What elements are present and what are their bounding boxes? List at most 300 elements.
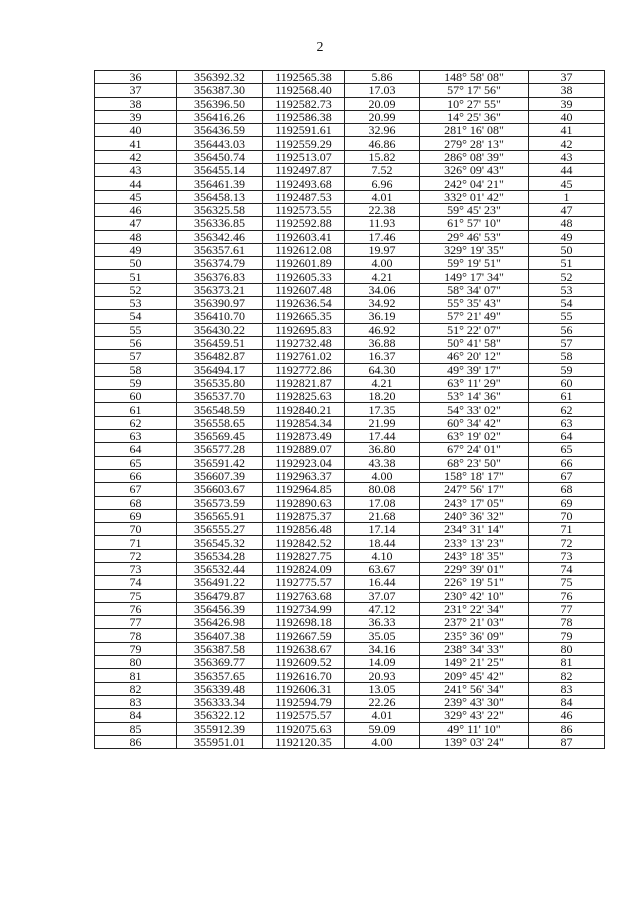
y-coordinate-cell: 1192487.53 <box>263 190 345 203</box>
y-coordinate-cell: 1192775.57 <box>263 576 345 589</box>
direction-angle-cell: 231° 22' 34" <box>420 602 529 615</box>
distance-cell: 6.96 <box>345 177 420 190</box>
distance-cell: 46.86 <box>345 137 420 150</box>
next-point-number-cell: 50 <box>529 243 605 256</box>
point-number-cell: 67 <box>95 483 177 496</box>
y-coordinate-cell: 1192513.07 <box>263 150 345 163</box>
y-coordinate-cell: 1192636.54 <box>263 297 345 310</box>
y-coordinate-cell: 1192840.21 <box>263 403 345 416</box>
point-number-cell: 53 <box>95 297 177 310</box>
x-coordinate-cell: 356482.87 <box>177 350 263 363</box>
direction-angle-cell: 55° 35' 43" <box>420 297 529 310</box>
direction-angle-cell: 50° 41' 58" <box>420 336 529 349</box>
y-coordinate-cell: 1192665.35 <box>263 310 345 323</box>
next-point-number-cell: 68 <box>529 483 605 496</box>
distance-cell: 43.38 <box>345 456 420 469</box>
point-number-cell: 59 <box>95 376 177 389</box>
x-coordinate-cell: 356407.38 <box>177 629 263 642</box>
distance-cell: 64.30 <box>345 363 420 376</box>
distance-cell: 18.20 <box>345 390 420 403</box>
point-number-cell: 64 <box>95 443 177 456</box>
next-point-number-cell: 58 <box>529 350 605 363</box>
distance-cell: 34.06 <box>345 283 420 296</box>
table-row <box>95 97 605 110</box>
next-point-number-cell: 60 <box>529 376 605 389</box>
table-body <box>95 71 605 749</box>
direction-angle-cell: 326° 09' 43" <box>420 164 529 177</box>
table-row <box>95 709 605 722</box>
direction-angle-cell: 148° 58' 08" <box>420 71 529 84</box>
distance-cell: 17.14 <box>345 523 420 536</box>
y-coordinate-cell: 1192559.29 <box>263 137 345 150</box>
table-row <box>95 509 605 522</box>
distance-cell: 4.00 <box>345 735 420 748</box>
direction-angle-cell: 63° 19' 02" <box>420 430 529 443</box>
next-point-number-cell: 52 <box>529 270 605 283</box>
distance-cell: 4.00 <box>345 257 420 270</box>
distance-cell: 17.35 <box>345 403 420 416</box>
point-number-cell: 56 <box>95 336 177 349</box>
table-row <box>95 629 605 642</box>
direction-angle-cell: 243° 17' 05" <box>420 496 529 509</box>
x-coordinate-cell: 356548.59 <box>177 403 263 416</box>
table-row <box>95 602 605 615</box>
x-coordinate-cell: 356537.70 <box>177 390 263 403</box>
distance-cell: 21.99 <box>345 416 420 429</box>
point-number-cell: 81 <box>95 669 177 682</box>
direction-angle-cell: 67° 24' 01" <box>420 443 529 456</box>
point-number-cell: 63 <box>95 430 177 443</box>
point-number-cell: 71 <box>95 536 177 549</box>
direction-angle-cell: 59° 45' 23" <box>420 203 529 216</box>
next-point-number-cell: 84 <box>529 695 605 708</box>
point-number-cell: 76 <box>95 602 177 615</box>
direction-angle-cell: 158° 18' 17" <box>420 469 529 482</box>
point-number-cell: 45 <box>95 190 177 203</box>
next-point-number-cell: 45 <box>529 177 605 190</box>
next-point-number-cell: 55 <box>529 310 605 323</box>
y-coordinate-cell: 1192732.48 <box>263 336 345 349</box>
table-row <box>95 722 605 735</box>
next-point-number-cell: 46 <box>529 709 605 722</box>
x-coordinate-cell: 356430.22 <box>177 323 263 336</box>
distance-cell: 5.86 <box>345 71 420 84</box>
table-row <box>95 336 605 349</box>
direction-angle-cell: 242° 04' 21" <box>420 177 529 190</box>
direction-angle-cell: 239° 43' 30" <box>420 695 529 708</box>
table-row <box>95 283 605 296</box>
table-row <box>95 190 605 203</box>
y-coordinate-cell: 1192923.04 <box>263 456 345 469</box>
x-coordinate-cell: 356458.13 <box>177 190 263 203</box>
table-row <box>95 642 605 655</box>
direction-angle-cell: 238° 34' 33" <box>420 642 529 655</box>
distance-cell: 13.05 <box>345 682 420 695</box>
table-row <box>95 297 605 310</box>
distance-cell: 19.97 <box>345 243 420 256</box>
table-row <box>95 390 605 403</box>
distance-cell: 36.88 <box>345 336 420 349</box>
next-point-number-cell: 86 <box>529 722 605 735</box>
point-number-cell: 82 <box>95 682 177 695</box>
point-number-cell: 84 <box>95 709 177 722</box>
next-point-number-cell: 79 <box>529 629 605 642</box>
table-row <box>95 430 605 443</box>
point-number-cell: 65 <box>95 456 177 469</box>
table-row <box>95 456 605 469</box>
direction-angle-cell: 226° 19' 51" <box>420 576 529 589</box>
x-coordinate-cell: 356479.87 <box>177 589 263 602</box>
direction-angle-cell: 279° 28' 13" <box>420 137 529 150</box>
x-coordinate-cell: 356461.39 <box>177 177 263 190</box>
y-coordinate-cell: 1192586.38 <box>263 110 345 123</box>
y-coordinate-cell: 1192875.37 <box>263 509 345 522</box>
x-coordinate-cell: 356376.83 <box>177 270 263 283</box>
point-number-cell: 43 <box>95 164 177 177</box>
table-row <box>95 403 605 416</box>
x-coordinate-cell: 356336.85 <box>177 217 263 230</box>
y-coordinate-cell: 1192873.49 <box>263 430 345 443</box>
next-point-number-cell: 54 <box>529 297 605 310</box>
point-number-cell: 55 <box>95 323 177 336</box>
distance-cell: 36.80 <box>345 443 420 456</box>
distance-cell: 59.09 <box>345 722 420 735</box>
x-coordinate-cell: 356569.45 <box>177 430 263 443</box>
next-point-number-cell: 70 <box>529 509 605 522</box>
x-coordinate-cell: 356410.70 <box>177 310 263 323</box>
x-coordinate-cell: 356390.97 <box>177 297 263 310</box>
next-point-number-cell: 40 <box>529 110 605 123</box>
table-row <box>95 270 605 283</box>
distance-cell: 46.92 <box>345 323 420 336</box>
x-coordinate-cell: 356573.59 <box>177 496 263 509</box>
point-number-cell: 79 <box>95 642 177 655</box>
distance-cell: 4.00 <box>345 469 420 482</box>
point-number-cell: 83 <box>95 695 177 708</box>
distance-cell: 34.92 <box>345 297 420 310</box>
y-coordinate-cell: 1192761.02 <box>263 350 345 363</box>
point-number-cell: 61 <box>95 403 177 416</box>
distance-cell: 32.96 <box>345 124 420 137</box>
x-coordinate-cell: 356591.42 <box>177 456 263 469</box>
distance-cell: 47.12 <box>345 602 420 615</box>
table-row <box>95 164 605 177</box>
x-coordinate-cell: 356333.34 <box>177 695 263 708</box>
x-coordinate-cell: 356387.58 <box>177 642 263 655</box>
x-coordinate-cell: 356387.30 <box>177 84 263 97</box>
next-point-number-cell: 72 <box>529 536 605 549</box>
y-coordinate-cell: 1192616.70 <box>263 669 345 682</box>
point-number-cell: 51 <box>95 270 177 283</box>
table-row <box>95 137 605 150</box>
x-coordinate-cell: 356396.50 <box>177 97 263 110</box>
table-row <box>95 682 605 695</box>
next-point-number-cell: 43 <box>529 150 605 163</box>
distance-cell: 17.44 <box>345 430 420 443</box>
y-coordinate-cell: 1192591.61 <box>263 124 345 137</box>
x-coordinate-cell: 356455.14 <box>177 164 263 177</box>
next-point-number-cell: 64 <box>529 430 605 443</box>
x-coordinate-cell: 356494.17 <box>177 363 263 376</box>
point-number-cell: 57 <box>95 350 177 363</box>
direction-angle-cell: 61° 57' 10" <box>420 217 529 230</box>
next-point-number-cell: 82 <box>529 669 605 682</box>
x-coordinate-cell: 356339.48 <box>177 682 263 695</box>
next-point-number-cell: 37 <box>529 71 605 84</box>
distance-cell: 21.68 <box>345 509 420 522</box>
table-row <box>95 695 605 708</box>
point-number-cell: 36 <box>95 71 177 84</box>
direction-angle-cell: 53° 14' 36" <box>420 390 529 403</box>
next-point-number-cell: 66 <box>529 456 605 469</box>
point-number-cell: 60 <box>95 390 177 403</box>
table-row <box>95 230 605 243</box>
x-coordinate-cell: 356369.77 <box>177 656 263 669</box>
next-point-number-cell: 87 <box>529 735 605 748</box>
y-coordinate-cell: 1192854.34 <box>263 416 345 429</box>
direction-angle-cell: 29° 46' 53" <box>420 230 529 243</box>
direction-angle-cell: 10° 27' 55" <box>420 97 529 110</box>
distance-cell: 22.38 <box>345 203 420 216</box>
next-point-number-cell: 51 <box>529 257 605 270</box>
x-coordinate-cell: 356565.91 <box>177 509 263 522</box>
y-coordinate-cell: 1192825.63 <box>263 390 345 403</box>
x-coordinate-cell: 355912.39 <box>177 722 263 735</box>
table-row <box>95 257 605 270</box>
direction-angle-cell: 229° 39' 01" <box>420 562 529 575</box>
next-point-number-cell: 47 <box>529 203 605 216</box>
x-coordinate-cell: 356450.74 <box>177 150 263 163</box>
y-coordinate-cell: 1192606.31 <box>263 682 345 695</box>
distance-cell: 11.93 <box>345 217 420 230</box>
distance-cell: 7.52 <box>345 164 420 177</box>
direction-angle-cell: 286° 08' 39" <box>420 150 529 163</box>
distance-cell: 18.44 <box>345 536 420 549</box>
direction-angle-cell: 59° 19' 51" <box>420 257 529 270</box>
next-point-number-cell: 69 <box>529 496 605 509</box>
next-point-number-cell: 48 <box>529 217 605 230</box>
direction-angle-cell: 149° 21' 25" <box>420 656 529 669</box>
y-coordinate-cell: 1192842.52 <box>263 536 345 549</box>
y-coordinate-cell: 1192821.87 <box>263 376 345 389</box>
next-point-number-cell: 63 <box>529 416 605 429</box>
direction-angle-cell: 46° 20' 12" <box>420 350 529 363</box>
point-number-cell: 42 <box>95 150 177 163</box>
y-coordinate-cell: 1192568.40 <box>263 84 345 97</box>
y-coordinate-cell: 1192695.83 <box>263 323 345 336</box>
direction-angle-cell: 233° 13' 23" <box>420 536 529 549</box>
table-row <box>95 84 605 97</box>
distance-cell: 17.03 <box>345 84 420 97</box>
y-coordinate-cell: 1192763.68 <box>263 589 345 602</box>
y-coordinate-cell: 1192889.07 <box>263 443 345 456</box>
table-row <box>95 443 605 456</box>
distance-cell: 20.09 <box>345 97 420 110</box>
x-coordinate-cell: 356374.79 <box>177 257 263 270</box>
x-coordinate-cell: 356459.51 <box>177 336 263 349</box>
table-row <box>95 562 605 575</box>
y-coordinate-cell: 1192497.87 <box>263 164 345 177</box>
distance-cell: 16.37 <box>345 350 420 363</box>
x-coordinate-cell: 355951.01 <box>177 735 263 748</box>
table-row <box>95 203 605 216</box>
next-point-number-cell: 57 <box>529 336 605 349</box>
y-coordinate-cell: 1192573.55 <box>263 203 345 216</box>
x-coordinate-cell: 356577.28 <box>177 443 263 456</box>
point-number-cell: 41 <box>95 137 177 150</box>
x-coordinate-cell: 356603.67 <box>177 483 263 496</box>
point-number-cell: 73 <box>95 562 177 575</box>
x-coordinate-cell: 356545.32 <box>177 536 263 549</box>
y-coordinate-cell: 1192824.09 <box>263 562 345 575</box>
distance-cell: 20.93 <box>345 669 420 682</box>
next-point-number-cell: 38 <box>529 84 605 97</box>
y-coordinate-cell: 1192075.63 <box>263 722 345 735</box>
distance-cell: 4.10 <box>345 549 420 562</box>
point-number-cell: 86 <box>95 735 177 748</box>
direction-angle-cell: 149° 17' 34" <box>420 270 529 283</box>
next-point-number-cell: 56 <box>529 323 605 336</box>
coordinates-table <box>94 70 605 749</box>
point-number-cell: 58 <box>95 363 177 376</box>
x-coordinate-cell: 356357.61 <box>177 243 263 256</box>
point-number-cell: 85 <box>95 722 177 735</box>
y-coordinate-cell: 1192601.89 <box>263 257 345 270</box>
point-number-cell: 40 <box>95 124 177 137</box>
next-point-number-cell: 59 <box>529 363 605 376</box>
next-point-number-cell: 39 <box>529 97 605 110</box>
next-point-number-cell: 61 <box>529 390 605 403</box>
direction-angle-cell: 209° 45' 42" <box>420 669 529 682</box>
x-coordinate-cell: 356534.28 <box>177 549 263 562</box>
y-coordinate-cell: 1192772.86 <box>263 363 345 376</box>
x-coordinate-cell: 356607.39 <box>177 469 263 482</box>
direction-angle-cell: 332° 01' 42" <box>420 190 529 203</box>
point-number-cell: 38 <box>95 97 177 110</box>
table-row <box>95 323 605 336</box>
point-number-cell: 37 <box>95 84 177 97</box>
direction-angle-cell: 240° 36' 32" <box>420 509 529 522</box>
y-coordinate-cell: 1192594.79 <box>263 695 345 708</box>
x-coordinate-cell: 356491.22 <box>177 576 263 589</box>
y-coordinate-cell: 1192734.99 <box>263 602 345 615</box>
x-coordinate-cell: 356342.46 <box>177 230 263 243</box>
table-row <box>95 217 605 230</box>
direction-angle-cell: 230° 42' 10" <box>420 589 529 602</box>
y-coordinate-cell: 1192827.75 <box>263 549 345 562</box>
direction-angle-cell: 139° 03' 24" <box>420 735 529 748</box>
y-coordinate-cell: 1192592.88 <box>263 217 345 230</box>
next-point-number-cell: 65 <box>529 443 605 456</box>
next-point-number-cell: 75 <box>529 576 605 589</box>
point-number-cell: 54 <box>95 310 177 323</box>
point-number-cell: 72 <box>95 549 177 562</box>
distance-cell: 4.01 <box>345 190 420 203</box>
point-number-cell: 50 <box>95 257 177 270</box>
table-row <box>95 496 605 509</box>
distance-cell: 4.21 <box>345 270 420 283</box>
table-row <box>95 549 605 562</box>
y-coordinate-cell: 1192493.68 <box>263 177 345 190</box>
next-point-number-cell: 62 <box>529 403 605 416</box>
point-number-cell: 49 <box>95 243 177 256</box>
y-coordinate-cell: 1192667.59 <box>263 629 345 642</box>
y-coordinate-cell: 1192964.85 <box>263 483 345 496</box>
point-number-cell: 62 <box>95 416 177 429</box>
table-row <box>95 469 605 482</box>
distance-cell: 4.01 <box>345 709 420 722</box>
direction-angle-cell: 57° 17' 56" <box>420 84 529 97</box>
direction-angle-cell: 329° 43' 22" <box>420 709 529 722</box>
table-row <box>95 71 605 84</box>
next-point-number-cell: 42 <box>529 137 605 150</box>
direction-angle-cell: 247° 56' 17" <box>420 483 529 496</box>
table-row <box>95 376 605 389</box>
direction-angle-cell: 241° 56' 34" <box>420 682 529 695</box>
table-row <box>95 243 605 256</box>
distance-cell: 37.07 <box>345 589 420 602</box>
x-coordinate-cell: 356555.27 <box>177 523 263 536</box>
x-coordinate-cell: 356416.26 <box>177 110 263 123</box>
next-point-number-cell: 1 <box>529 190 605 203</box>
next-point-number-cell: 74 <box>529 562 605 575</box>
y-coordinate-cell: 1192612.08 <box>263 243 345 256</box>
direction-angle-cell: 281° 16' 08" <box>420 124 529 137</box>
y-coordinate-cell: 1192565.38 <box>263 71 345 84</box>
point-number-cell: 48 <box>95 230 177 243</box>
y-coordinate-cell: 1192890.63 <box>263 496 345 509</box>
distance-cell: 16.44 <box>345 576 420 589</box>
point-number-cell: 69 <box>95 509 177 522</box>
distance-cell: 4.21 <box>345 376 420 389</box>
next-point-number-cell: 77 <box>529 602 605 615</box>
table-row <box>95 350 605 363</box>
next-point-number-cell: 49 <box>529 230 605 243</box>
page-number: 2 <box>316 40 324 55</box>
direction-angle-cell: 49° 11' 10" <box>420 722 529 735</box>
y-coordinate-cell: 1192607.48 <box>263 283 345 296</box>
direction-angle-cell: 58° 34' 07" <box>420 283 529 296</box>
table-row <box>95 310 605 323</box>
table-row <box>95 523 605 536</box>
y-coordinate-cell: 1192963.37 <box>263 469 345 482</box>
distance-cell: 34.16 <box>345 642 420 655</box>
distance-cell: 20.99 <box>345 110 420 123</box>
direction-angle-cell: 243° 18' 35" <box>420 549 529 562</box>
distance-cell: 17.46 <box>345 230 420 243</box>
point-number-cell: 47 <box>95 217 177 230</box>
table-row <box>95 177 605 190</box>
direction-angle-cell: 235° 36' 09" <box>420 629 529 642</box>
next-point-number-cell: 81 <box>529 656 605 669</box>
table-row <box>95 576 605 589</box>
distance-cell: 36.33 <box>345 616 420 629</box>
distance-cell: 17.08 <box>345 496 420 509</box>
y-coordinate-cell: 1192582.73 <box>263 97 345 110</box>
x-coordinate-cell: 356535.80 <box>177 376 263 389</box>
direction-angle-cell: 51° 22' 07" <box>420 323 529 336</box>
point-number-cell: 70 <box>95 523 177 536</box>
x-coordinate-cell: 356392.32 <box>177 71 263 84</box>
next-point-number-cell: 78 <box>529 616 605 629</box>
distance-cell: 35.05 <box>345 629 420 642</box>
y-coordinate-cell: 1192698.18 <box>263 616 345 629</box>
y-coordinate-cell: 1192575.57 <box>263 709 345 722</box>
direction-angle-cell: 234° 31' 14" <box>420 523 529 536</box>
x-coordinate-cell: 356436.59 <box>177 124 263 137</box>
next-point-number-cell: 76 <box>529 589 605 602</box>
x-coordinate-cell: 356325.58 <box>177 203 263 216</box>
